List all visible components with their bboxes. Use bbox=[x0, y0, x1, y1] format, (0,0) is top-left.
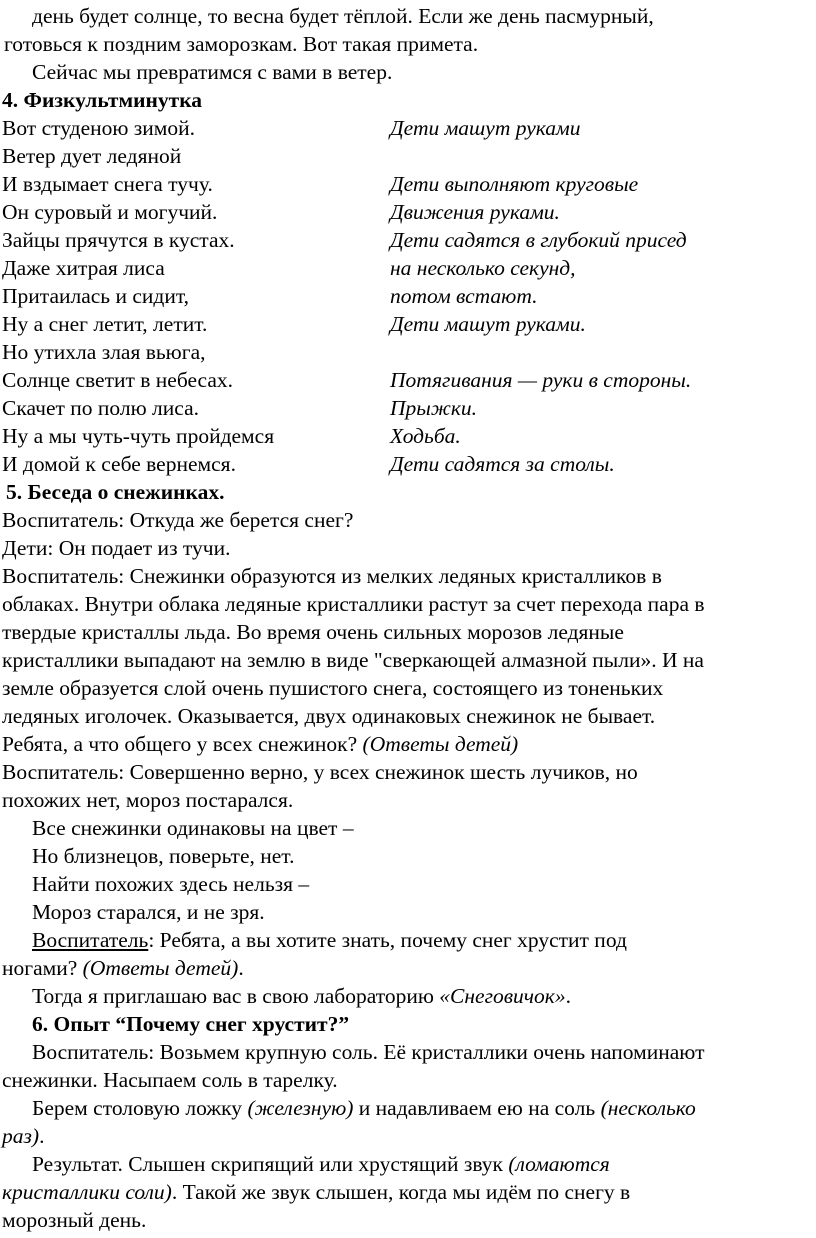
poem-verse-text: Он суровый и могучий. bbox=[2, 200, 218, 224]
speaker-label: Воспитатель bbox=[32, 928, 149, 952]
question-line bbox=[0, 730, 816, 758]
poem-line bbox=[0, 114, 816, 142]
poem-verse-text: Ну а мы чуть-чуть пройдемся bbox=[2, 424, 275, 448]
invite-end: . bbox=[565, 984, 571, 1008]
crunch-question-text-2: ногами? bbox=[2, 956, 83, 980]
invite-text: Тогда я приглашаю вас в свою лабораторию bbox=[32, 984, 440, 1008]
verse-line-3: Найти похожих здесь нельзя – bbox=[32, 872, 310, 896]
crunch-question-text: : Ребята, а вы хотите знать, почему снег хрустит под bbox=[148, 928, 627, 952]
result-line-3: морозный день. bbox=[2, 1208, 147, 1232]
poem-verse-text: Скачет по полю лиса. bbox=[2, 396, 199, 420]
question-note: (Ответы детей) bbox=[362, 732, 519, 756]
poem-line bbox=[0, 226, 816, 254]
answer-line-1: Воспитатель: Совершенно верно, у всех снежинок шесть лучиков, но bbox=[2, 760, 638, 784]
poem-verse-text: И вздымает снега тучу. bbox=[2, 172, 213, 196]
poem-verse-text: Ветер дует ледяной bbox=[2, 144, 182, 168]
result-note-end: кристаллики соли) bbox=[2, 1180, 172, 1204]
poem-action-text: на несколько секунд, bbox=[390, 256, 576, 280]
poem-verse-text: Зайцы прячутся в кустах. bbox=[2, 228, 235, 252]
poem-verse-text: Притаилась и сидит, bbox=[2, 284, 190, 308]
poem-action-text: Прыжки. bbox=[390, 396, 478, 420]
result-line-1 bbox=[0, 1150, 816, 1178]
poem-action-text: Дети машут руками. bbox=[390, 312, 586, 336]
dialog-line-8: ледяных иголочек. Оказывается, двух одинаковых снежинок не бывает. bbox=[2, 704, 656, 728]
invite-line bbox=[0, 982, 816, 1010]
poem-action-text: потом встают. bbox=[390, 284, 538, 308]
poem-line bbox=[0, 254, 816, 282]
dialog-line-5: твердые кристаллы льда. Во время очень сильных морозов ледяные bbox=[2, 620, 624, 644]
dialog-line-6: кристаллики выпадают на землю в виде "сверкающей алмазной пыли». И на bbox=[2, 648, 704, 672]
result-text-2: . Такой же звук слышен, когда мы идём по снегу в bbox=[171, 1180, 631, 1204]
verse-line-2: Но близнецов, поверьте, нет. bbox=[32, 844, 295, 868]
step-note-spoon: (железную) bbox=[247, 1096, 354, 1120]
result-line-2 bbox=[0, 1178, 816, 1206]
answer-line-2: похожих нет, мороз постарался. bbox=[2, 788, 294, 812]
poem-verse-text: Солнце светит в небесах. bbox=[2, 368, 234, 392]
poem-line bbox=[0, 282, 816, 310]
section-5-heading: 5. Беседа о снежинках. bbox=[6, 480, 225, 504]
crunch-question-line-2 bbox=[0, 954, 816, 982]
poem-action-text: Потягивания — руки в стороны. bbox=[390, 368, 692, 392]
experiment-step-line-2 bbox=[0, 1122, 816, 1150]
section-6-heading: 6. Опыт “Почему снег хрустит?” bbox=[32, 1012, 350, 1036]
question-text: Ребята, а что общего у всех снежинок? bbox=[2, 732, 363, 756]
step-note-times: (несколько bbox=[600, 1096, 696, 1120]
poem-action-text: Движения руками. bbox=[390, 200, 560, 224]
crunch-question-line-1 bbox=[0, 926, 816, 954]
poem-verse-text: И домой к себе вернемся. bbox=[2, 452, 236, 476]
step-text-a: Берем столовую ложку bbox=[32, 1096, 248, 1120]
crunch-question-end: . bbox=[238, 956, 244, 980]
poem-line bbox=[0, 338, 816, 366]
experiment-step-line-1 bbox=[0, 1094, 816, 1122]
verse-line-1: Все снежинки одинаковы на цвет – bbox=[32, 816, 354, 840]
dialog-line-1: Воспитатель: Откуда же берется снег? bbox=[2, 508, 354, 532]
poem-action-text: Дети выполняют круговые bbox=[390, 172, 639, 196]
intro-line-2: готовься к поздним заморозкам. Вот такая примета. bbox=[4, 32, 479, 56]
result-note-start: (ломаются bbox=[508, 1152, 610, 1176]
dialog-line-7: земле образуется слой очень пушистого снега, состоящего из тоненьких bbox=[2, 676, 664, 700]
poem-verse-text: Но утихла злая вьюга, bbox=[2, 340, 206, 364]
crunch-question-note: (Ответы детей) bbox=[82, 956, 239, 980]
poem-line bbox=[0, 394, 816, 422]
section-4-heading: 4. Физкультминутка bbox=[2, 88, 203, 112]
poem-line bbox=[0, 422, 816, 450]
poem-verse-text: Вот студеною зимой. bbox=[2, 116, 196, 140]
experiment-line-1: Воспитатель: Возьмем крупную соль. Её кристаллики очень напоминают bbox=[32, 1040, 705, 1064]
dialog-line-3: Воспитатель: Снежинки образуются из мелких ледяных кристалликов в bbox=[2, 564, 662, 588]
result-text: Результат. Слышен скрипящий или хрустящий звук bbox=[32, 1152, 509, 1176]
step-note-times-end: раз) bbox=[2, 1124, 40, 1148]
poem-verse-text: Ну а снег летит, летит. bbox=[2, 312, 208, 336]
poem-line bbox=[0, 310, 816, 338]
exercise-poem bbox=[0, 114, 816, 478]
poem-line bbox=[0, 450, 816, 478]
experiment-line-2: снежинки. Насыпаем соль в тарелку. bbox=[2, 1068, 338, 1092]
poem-line bbox=[0, 142, 816, 170]
intro-line-3: Сейчас мы превратимся с вами в ветер. bbox=[32, 60, 393, 84]
intro-line-1: день будет солнце, то весна будет тёплой. Если же день пасмурный, bbox=[32, 4, 654, 28]
poem-verse-text: Даже хитрая лиса bbox=[2, 256, 165, 280]
dialog-line-4: облаках. Внутри облака ледяные кристаллики растут за счет перехода пара в bbox=[2, 592, 705, 616]
lab-name: «Снеговичок» bbox=[439, 984, 566, 1008]
verse-line-4: Мороз старался, и не зря. bbox=[32, 900, 265, 924]
poem-line bbox=[0, 198, 816, 226]
poem-action-text: Ходьба. bbox=[390, 424, 461, 448]
poem-action-text: Дети садятся за столы. bbox=[390, 452, 615, 476]
step-end: . bbox=[39, 1124, 45, 1148]
step-text-c: и надавливаем ею на соль bbox=[353, 1096, 601, 1120]
dialog-line-2: Дети: Он подает из тучи. bbox=[2, 536, 231, 560]
poem-action-text: Дети садятся в глубокий присед bbox=[390, 228, 687, 252]
poem-line bbox=[0, 170, 816, 198]
poem-line bbox=[0, 366, 816, 394]
poem-action-text: Дети машут руками bbox=[390, 116, 581, 140]
